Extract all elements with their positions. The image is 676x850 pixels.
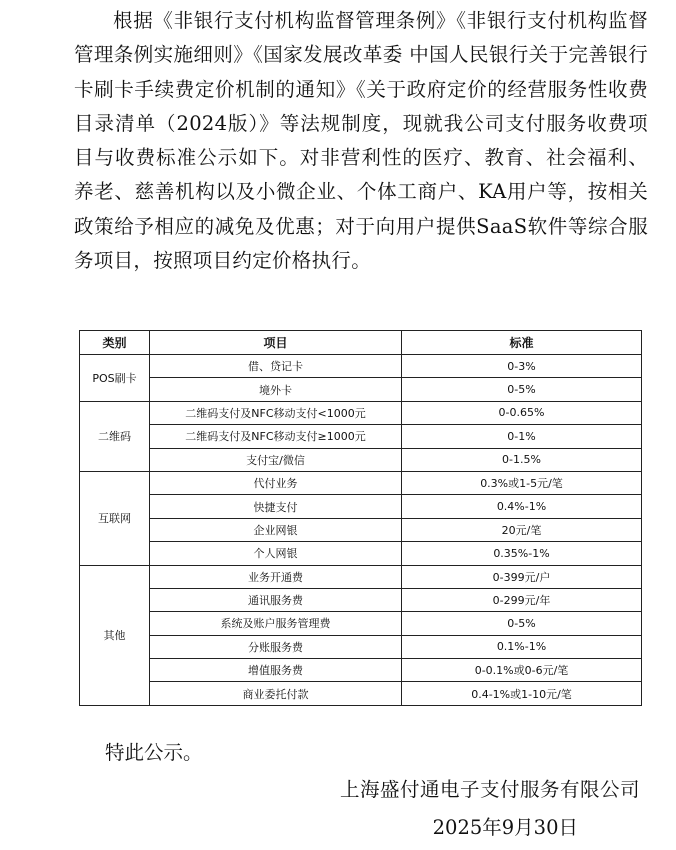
standard-cell: 0-3% bbox=[402, 355, 642, 378]
category-cell: 互联网 bbox=[80, 471, 150, 565]
table-row bbox=[80, 518, 642, 541]
header-item: 项目 bbox=[150, 331, 402, 355]
standard-cell: 0.4-1%或1-10元/笔 bbox=[402, 682, 642, 705]
standard-cell: 0-0.65% bbox=[402, 401, 642, 424]
table-row bbox=[80, 448, 642, 471]
standard-cell: 20元/笔 bbox=[402, 518, 642, 541]
fee-table bbox=[79, 330, 642, 706]
standard-cell: 0-0.1%或0-6元/笔 bbox=[402, 659, 642, 682]
item-cell: 增值服务费 bbox=[150, 659, 402, 682]
category-cell: POS刷卡 bbox=[80, 355, 150, 402]
standard-cell: 0.35%-1% bbox=[402, 542, 642, 565]
standard-cell: 0.1%-1% bbox=[402, 635, 642, 658]
table-row bbox=[80, 471, 642, 494]
category-cell: 二维码 bbox=[80, 401, 150, 471]
standard-cell: 0-1% bbox=[402, 425, 642, 448]
table-row bbox=[80, 355, 642, 378]
header-standard: 标准 bbox=[402, 331, 642, 355]
table-row bbox=[80, 378, 642, 401]
header-category: 类别 bbox=[80, 331, 150, 355]
table-row bbox=[80, 612, 642, 635]
standard-cell: 0.3%或1-5元/笔 bbox=[402, 471, 642, 494]
item-cell: 境外卡 bbox=[150, 378, 402, 401]
standard-cell: 0-1.5% bbox=[402, 448, 642, 471]
standard-cell: 0-5% bbox=[402, 612, 642, 635]
item-cell: 个人网银 bbox=[150, 542, 402, 565]
standard-cell: 0-5% bbox=[402, 378, 642, 401]
item-cell: 二维码支付及NFC移动支付≥1000元 bbox=[150, 425, 402, 448]
table-header-row bbox=[80, 331, 642, 355]
item-cell: 支付宝/微信 bbox=[150, 448, 402, 471]
item-cell: 商业委托付款 bbox=[150, 682, 402, 705]
intro-paragraph: 根据《非银行支付机构监督管理条例》《非银行支付机构监督管理条例实施细则》《国家发展改革委 中国人民银行关于完善银行卡刷卡手续费定价机制的通知》《关于政府定价的经营服务性收费目录清单（2024版）》等法规制度，现就我公司支付服务收费项目与收费标准公示如下。对非营利性的医疗、教育、社会福利、养老、慈善机构以及小微企业、个体工商户、KA用户等，按相关政策给予相应的减免及优惠；对于向用户提供SaaS软件等综合服务项目，按照项目约定价格执行。 bbox=[74, 9, 648, 273]
table-row bbox=[80, 495, 642, 518]
item-cell: 代付业务 bbox=[150, 471, 402, 494]
standard-cell: 0.4%-1% bbox=[402, 495, 642, 518]
table-row bbox=[80, 401, 642, 424]
item-cell: 系统及账户服务管理费 bbox=[150, 612, 402, 635]
standard-cell: 0-399元/户 bbox=[402, 565, 642, 588]
item-cell: 快捷支付 bbox=[150, 495, 402, 518]
table-row bbox=[80, 659, 642, 682]
table-row bbox=[80, 425, 642, 448]
category-cell: 其他 bbox=[80, 565, 150, 705]
closing-statement: 特此公示。 bbox=[105, 741, 203, 764]
item-cell: 分账服务费 bbox=[150, 635, 402, 658]
standard-cell: 0-299元/年 bbox=[402, 588, 642, 611]
table-row bbox=[80, 635, 642, 658]
company-name: 上海盛付通电子支付服务有限公司 bbox=[339, 778, 640, 801]
table-row bbox=[80, 542, 642, 565]
item-cell: 业务开通费 bbox=[150, 565, 402, 588]
notice-date: 2025年9月30日 bbox=[432, 816, 578, 839]
item-cell: 通讯服务费 bbox=[150, 588, 402, 611]
item-cell: 借、贷记卡 bbox=[150, 355, 402, 378]
table-row bbox=[80, 565, 642, 588]
item-cell: 企业网银 bbox=[150, 518, 402, 541]
item-cell: 二维码支付及NFC移动支付<1000元 bbox=[150, 401, 402, 424]
table-row bbox=[80, 588, 642, 611]
table-row bbox=[80, 682, 642, 705]
